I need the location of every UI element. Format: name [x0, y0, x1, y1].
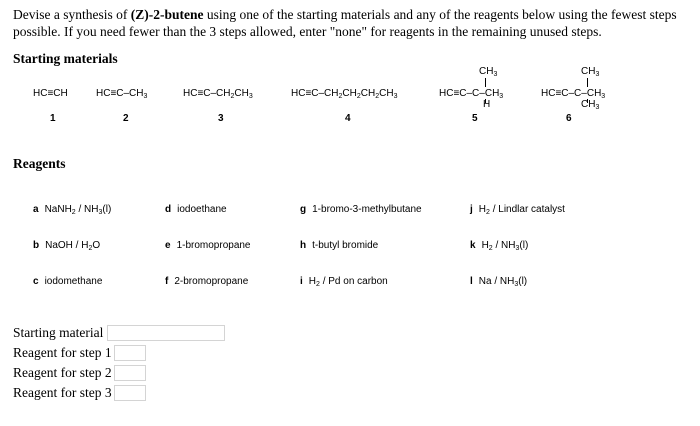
substituent-top: $CH_3$ [581, 66, 600, 78]
starting-material-4: $HC\equiv C-CH_2CH_2CH_2CH_3$ [291, 88, 398, 100]
reagent-c: c iodomethane [33, 276, 103, 287]
sm-number-1: 1 [50, 113, 56, 124]
reagent-step-3-input[interactable] [114, 385, 146, 401]
sm-number-4: 4 [345, 113, 351, 124]
reagent-h: h t-butyl bromide [300, 240, 379, 251]
reagent-f: f 2-bromopropane [165, 276, 249, 287]
substituent-bottom: $CH_3$ [581, 99, 600, 111]
reagent-a: a NaNH$_2$ / $NH_3(l)$ [33, 204, 112, 216]
reagent-l: l Na / $NH_3(l)$ [470, 276, 528, 288]
sm-number-6: 6 [566, 113, 572, 124]
reagent-b: b NaOH / $H_2O$ [33, 240, 101, 252]
reagent-k: k $H_2 / NH_3(l)$ [470, 240, 529, 252]
starting-materials-heading: Starting materials [13, 51, 118, 66]
sm-number-3: 3 [218, 113, 224, 124]
sm-number-5: 5 [472, 113, 478, 124]
substituent-top: $CH_3$ [479, 66, 498, 78]
bond-vertical-top [485, 78, 486, 87]
bond-vertical-top [587, 78, 588, 87]
reagent-d: d iodoethane [165, 204, 227, 215]
reagent-step-1-input[interactable] [114, 345, 146, 361]
main-chain: $HC\equiv C-C-CH_3$ [541, 88, 606, 100]
reagent-step-3-label: Reagent for step 3 [13, 385, 112, 400]
question-text: Devise a synthesis of (Z)-2-butene using one of the starting materials and any of the reagents below using the fewest steps possible. If you need fewer than the 3 steps allowed, enter "none" for reagents in the remaining unused steps. [13, 7, 677, 39]
reagents-heading: Reagents [13, 156, 66, 171]
target-compound: (Z)-2-butene [130, 7, 204, 22]
starting-material-input[interactable] [107, 325, 225, 341]
reagent-j: j $H_2$ / Lindlar catalyst [470, 204, 565, 216]
reagent-step-2-label: Reagent for step 2 [13, 365, 112, 380]
reagent-i: i $H_2$ / Pd on carbon [300, 276, 388, 288]
starting-material-2: $HC\equiv C-CH_3$ [96, 88, 148, 100]
main-chain: $HC\equiv C-C-CH_3$ [439, 88, 504, 100]
starting-material-5 [439, 66, 539, 110]
reagent-step-1-label: Reagent for step 1 [13, 345, 112, 360]
starting-material-1: HC≡CH [33, 88, 68, 99]
reagent-e: e 1-bromopropane [165, 240, 251, 251]
starting-material-3: $HC\equiv C-CH_2CH_3$ [183, 88, 253, 100]
reagent-g: g 1-bromo-3-methylbutane [300, 204, 422, 215]
starting-material-6 [541, 66, 651, 116]
substituent-bottom: H [483, 99, 491, 110]
reagent-step-2-input[interactable] [114, 365, 146, 381]
starting-material-label: Starting material [13, 325, 104, 340]
sm-number-2: 2 [123, 113, 129, 124]
